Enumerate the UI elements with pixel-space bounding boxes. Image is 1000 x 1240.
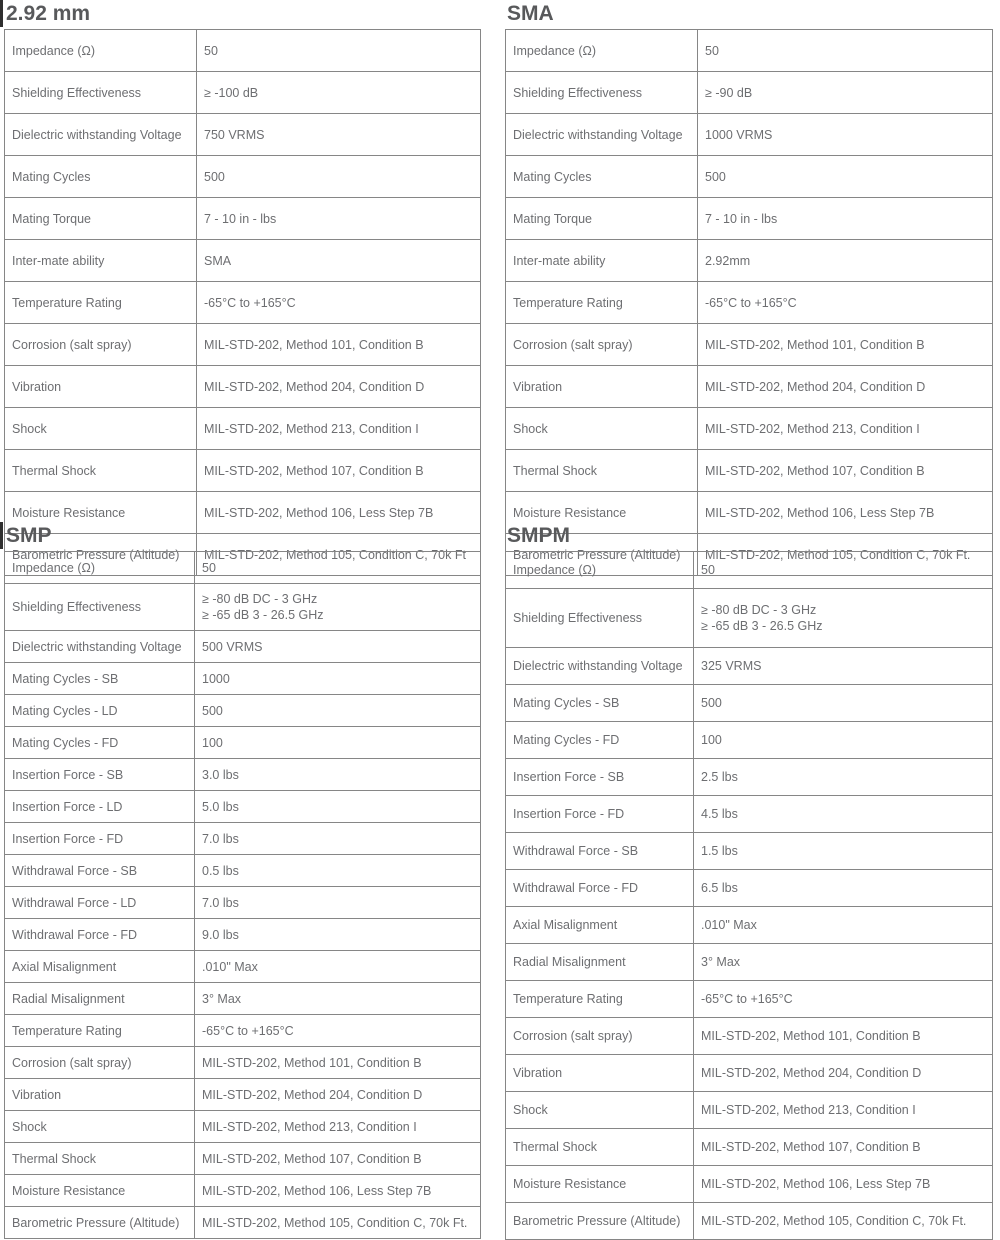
section-title-text: SMPM xyxy=(507,524,570,547)
spec-value: 7 - 10 in - lbs xyxy=(197,198,481,240)
table-row xyxy=(506,1203,993,1240)
spec-value: -65°C to +165°C xyxy=(195,1015,481,1047)
table-row xyxy=(506,944,993,981)
table-row xyxy=(506,1092,993,1129)
spec-value: MIL-STD-202, Method 213, Condition I xyxy=(197,408,481,450)
title-accent-bar xyxy=(0,522,3,549)
spec-value: 7.0 lbs xyxy=(195,823,481,855)
table-row xyxy=(5,1047,481,1079)
spec-label: Withdrawal Force - FD xyxy=(506,870,694,907)
spec-value: 500 xyxy=(694,685,993,722)
table-row xyxy=(506,907,993,944)
spec-label: Barometric Pressure (Altitude) xyxy=(5,1207,195,1239)
spec-value: ≥ -80 dB DC - 3 GHz ≥ -65 dB 3 - 26.5 GHz xyxy=(694,589,993,648)
spec-label: Mating Torque xyxy=(506,198,698,240)
spec-label: Shielding Effectiveness xyxy=(506,589,694,648)
table-row xyxy=(506,114,993,156)
spec-value: 50 xyxy=(197,30,481,72)
spec-value: 500 VRMS xyxy=(195,631,481,663)
spec-table-smp xyxy=(4,551,481,1239)
spec-value: MIL-STD-202, Method 107, Condition B xyxy=(197,450,481,492)
spec-value: 750 VRMS xyxy=(197,114,481,156)
spec-value: -65°C to +165°C xyxy=(698,282,993,324)
table-row xyxy=(5,919,481,951)
table-row xyxy=(506,324,993,366)
table-row xyxy=(506,1055,993,1092)
table-row xyxy=(506,722,993,759)
table-row xyxy=(5,695,481,727)
table-row xyxy=(506,366,993,408)
spec-label: Mating Cycles xyxy=(506,156,698,198)
spec-value: 3.0 lbs xyxy=(195,759,481,791)
section-2-92mm xyxy=(4,2,481,576)
spec-label: Axial Misalignment xyxy=(506,907,694,944)
spec-label: Inter-mate ability xyxy=(506,240,698,282)
table-row xyxy=(5,282,481,324)
table-row xyxy=(5,1143,481,1175)
spec-label: Mating Cycles - SB xyxy=(506,685,694,722)
table-row xyxy=(5,791,481,823)
spec-label: Vibration xyxy=(506,366,698,408)
spec-label: Temperature Rating xyxy=(5,1015,195,1047)
spec-value: 50 xyxy=(195,552,481,584)
spec-value: MIL-STD-202, Method 106, Less Step 7B xyxy=(698,492,993,534)
table-row xyxy=(5,408,481,450)
spec-label: Mating Cycles - LD xyxy=(5,695,195,727)
spec-label: Shock xyxy=(5,1111,195,1143)
spec-value: 2.92mm xyxy=(698,240,993,282)
spec-value: MIL-STD-202, Method 101, Condition B xyxy=(197,324,481,366)
spec-label: Impedance (Ω) xyxy=(506,30,698,72)
table-row xyxy=(506,282,993,324)
spec-label: Shielding Effectiveness xyxy=(506,72,698,114)
table-row xyxy=(5,198,481,240)
spec-label: Insertion Force - FD xyxy=(5,823,195,855)
spec-value: MIL-STD-202, Method 204, Condition D xyxy=(197,366,481,408)
table-row xyxy=(506,833,993,870)
spec-value: 7.0 lbs xyxy=(195,887,481,919)
spec-label: Insertion Force - FD xyxy=(506,796,694,833)
table-row xyxy=(506,685,993,722)
spec-label: Moisture Resistance xyxy=(5,492,197,534)
spec-value: MIL-STD-202, Method 107, Condition B xyxy=(195,1143,481,1175)
spec-value: MIL-STD-202, Method 204, Condition D xyxy=(195,1079,481,1111)
table-row xyxy=(5,324,481,366)
table-row xyxy=(506,1166,993,1203)
table-row xyxy=(506,240,993,282)
spec-value: MIL-STD-202, Method 101, Condition B xyxy=(195,1047,481,1079)
spec-value: -65°C to +165°C xyxy=(197,282,481,324)
table-row xyxy=(5,30,481,72)
spec-value: MIL-STD-202, Method 105, Condition C, 70k Ft xyxy=(197,534,481,576)
table-row xyxy=(5,951,481,983)
spec-table-2-92mm xyxy=(4,29,481,576)
table-row xyxy=(506,450,993,492)
table-row xyxy=(506,72,993,114)
spec-label: Withdrawal Force - LD xyxy=(5,887,195,919)
section-title-sma xyxy=(507,2,993,25)
spec-value: MIL-STD-202, Method 105, Condition C, 70k Ft. xyxy=(698,534,993,576)
spec-label: Thermal Shock xyxy=(506,1129,694,1166)
spec-value: 3° Max xyxy=(694,944,993,981)
spec-value: MIL-STD-202, Method 213, Condition I xyxy=(698,408,993,450)
table-row xyxy=(5,114,481,156)
spec-value: MIL-STD-202, Method 204, Condition D xyxy=(698,366,993,408)
spec-label: Moisture Resistance xyxy=(5,1175,195,1207)
spec-value: MIL-STD-202, Method 105, Condition C, 70k Ft. xyxy=(694,1203,993,1240)
spec-label: Radial Misalignment xyxy=(506,944,694,981)
spec-label: Vibration xyxy=(5,366,197,408)
spec-label: Withdrawal Force - SB xyxy=(5,855,195,887)
spec-label: Shielding Effectiveness xyxy=(5,584,195,631)
spec-table-sma xyxy=(505,29,993,576)
spec-label: Radial Misalignment xyxy=(5,983,195,1015)
spec-label: Vibration xyxy=(506,1055,694,1092)
spec-label: Vibration xyxy=(5,1079,195,1111)
table-row xyxy=(5,663,481,695)
spec-value: 325 VRMS xyxy=(694,648,993,685)
spec-label: Corrosion (salt spray) xyxy=(5,324,197,366)
spec-label: Mating Cycles - SB xyxy=(5,663,195,695)
table-row xyxy=(5,1175,481,1207)
table-row xyxy=(506,981,993,1018)
spec-value: MIL-STD-202, Method 107, Condition B xyxy=(694,1129,993,1166)
spec-label: Moisture Resistance xyxy=(506,1166,694,1203)
spec-value: ≥ -100 dB xyxy=(197,72,481,114)
spec-value: MIL-STD-202, Method 101, Condition B xyxy=(694,1018,993,1055)
spec-value: .010" Max xyxy=(694,907,993,944)
spec-value: MIL-STD-202, Method 106, Less Step 7B xyxy=(694,1166,993,1203)
spec-label: Shock xyxy=(506,408,698,450)
table-row xyxy=(5,552,481,584)
spec-value: -65°C to +165°C xyxy=(694,981,993,1018)
spec-value: ≥ -80 dB DC - 3 GHz ≥ -65 dB 3 - 26.5 GHz xyxy=(195,584,481,631)
table-row xyxy=(5,855,481,887)
spec-label: Insertion Force - SB xyxy=(5,759,195,791)
table-row xyxy=(506,552,993,589)
table-row xyxy=(506,1018,993,1055)
table-row xyxy=(506,870,993,907)
spec-label: Shock xyxy=(506,1092,694,1129)
spec-label: Barometric Pressure (Altitude) xyxy=(506,534,698,576)
section-smp xyxy=(4,524,481,1239)
table-row xyxy=(506,156,993,198)
spec-value: 1.5 lbs xyxy=(694,833,993,870)
spec-label: Dielectric withstanding Voltage xyxy=(506,114,698,156)
table-row xyxy=(506,648,993,685)
spec-label: Insertion Force - SB xyxy=(506,759,694,796)
spec-value: 6.5 lbs xyxy=(694,870,993,907)
table-row xyxy=(5,1207,481,1239)
spec-label: Dielectric withstanding Voltage xyxy=(5,114,197,156)
spec-value: MIL-STD-202, Method 105, Condition C, 70k Ft. xyxy=(195,1207,481,1239)
spec-label: Temperature Rating xyxy=(506,981,694,1018)
spec-value: 500 xyxy=(698,156,993,198)
title-accent-bar xyxy=(0,0,3,27)
spec-label: Withdrawal Force - SB xyxy=(506,833,694,870)
spec-label: Insertion Force - LD xyxy=(5,791,195,823)
spec-label: Dielectric withstanding Voltage xyxy=(5,631,195,663)
table-row xyxy=(506,759,993,796)
spec-value: 100 xyxy=(694,722,993,759)
spec-label: Corrosion (salt spray) xyxy=(5,1047,195,1079)
spec-value: SMA xyxy=(197,240,481,282)
table-row xyxy=(5,631,481,663)
spec-value: 0.5 lbs xyxy=(195,855,481,887)
table-row xyxy=(5,727,481,759)
spec-value: 4.5 lbs xyxy=(694,796,993,833)
spec-label: Shock xyxy=(5,408,197,450)
spec-label: Thermal Shock xyxy=(5,450,197,492)
table-row xyxy=(506,589,993,648)
spec-value: 2.5 lbs xyxy=(694,759,993,796)
section-title-text: SMA xyxy=(507,2,554,25)
spec-value: MIL-STD-202, Method 107, Condition B xyxy=(698,450,993,492)
table-row xyxy=(5,584,481,631)
table-row xyxy=(5,156,481,198)
spec-label: Temperature Rating xyxy=(5,282,197,324)
spec-value: 100 xyxy=(195,727,481,759)
spec-value: 1000 VRMS xyxy=(698,114,993,156)
spec-value: 3° Max xyxy=(195,983,481,1015)
spec-label: Barometric Pressure (Altitude) xyxy=(506,1203,694,1240)
table-row xyxy=(506,30,993,72)
table-row xyxy=(5,759,481,791)
section-title-text: SMP xyxy=(6,524,52,547)
table-row xyxy=(506,198,993,240)
spec-value: 9.0 lbs xyxy=(195,919,481,951)
section-title-smp xyxy=(6,524,481,547)
spec-label: Thermal Shock xyxy=(5,1143,195,1175)
spec-value: MIL-STD-202, Method 204, Condition D xyxy=(694,1055,993,1092)
spec-label: Impedance (Ω) xyxy=(506,552,694,589)
spec-label: Inter-mate ability xyxy=(5,240,197,282)
spec-label: Thermal Shock xyxy=(506,450,698,492)
table-row xyxy=(5,240,481,282)
table-row xyxy=(5,72,481,114)
spec-label: Corrosion (salt spray) xyxy=(506,324,698,366)
section-title-2-92mm xyxy=(6,2,481,25)
table-row xyxy=(5,887,481,919)
spec-value: 7 - 10 in - lbs xyxy=(698,198,993,240)
spec-value: 500 xyxy=(195,695,481,727)
spec-value: MIL-STD-202, Method 101, Condition B xyxy=(698,324,993,366)
table-row xyxy=(5,1015,481,1047)
section-smpm xyxy=(505,524,993,1240)
spec-label: Temperature Rating xyxy=(506,282,698,324)
spec-label: Mating Torque xyxy=(5,198,197,240)
spec-label: Mating Cycles xyxy=(5,156,197,198)
spec-label: Barometric Pressure (Altitude) xyxy=(5,534,197,576)
spec-value: MIL-STD-202, Method 213, Condition I xyxy=(195,1111,481,1143)
spec-label: Corrosion (salt spray) xyxy=(506,1018,694,1055)
spec-label: Shielding Effectiveness xyxy=(5,72,197,114)
spec-value: MIL-STD-202, Method 106, Less Step 7B xyxy=(195,1175,481,1207)
table-row xyxy=(5,1079,481,1111)
spec-label: Impedance (Ω) xyxy=(5,552,195,584)
table-row xyxy=(5,983,481,1015)
spec-label: Dielectric withstanding Voltage xyxy=(506,648,694,685)
spec-value: 500 xyxy=(197,156,481,198)
spec-value: 50 xyxy=(698,30,993,72)
spec-label: Impedance (Ω) xyxy=(5,30,197,72)
spec-value: 50 xyxy=(694,552,993,589)
table-row xyxy=(5,823,481,855)
spec-label: Mating Cycles - FD xyxy=(5,727,195,759)
table-row xyxy=(5,366,481,408)
section-sma xyxy=(505,2,993,576)
spec-value: ≥ -90 dB xyxy=(698,72,993,114)
table-row xyxy=(5,450,481,492)
table-row xyxy=(506,796,993,833)
table-row xyxy=(5,1111,481,1143)
table-row xyxy=(506,1129,993,1166)
spec-label: Mating Cycles - FD xyxy=(506,722,694,759)
spec-label: Axial Misalignment xyxy=(5,951,195,983)
spec-value: 1000 xyxy=(195,663,481,695)
spec-table-smpm xyxy=(505,551,993,1240)
section-title-smpm xyxy=(507,524,993,547)
spec-value: 5.0 lbs xyxy=(195,791,481,823)
section-title-text: 2.92 mm xyxy=(6,2,91,25)
table-row xyxy=(506,408,993,450)
spec-label: Withdrawal Force - FD xyxy=(5,919,195,951)
spec-value: MIL-STD-202, Method 106, Less Step 7B xyxy=(197,492,481,534)
spec-value: .010" Max xyxy=(195,951,481,983)
spec-label: Moisture Resistance xyxy=(506,492,698,534)
spec-value: MIL-STD-202, Method 213, Condition I xyxy=(694,1092,993,1129)
